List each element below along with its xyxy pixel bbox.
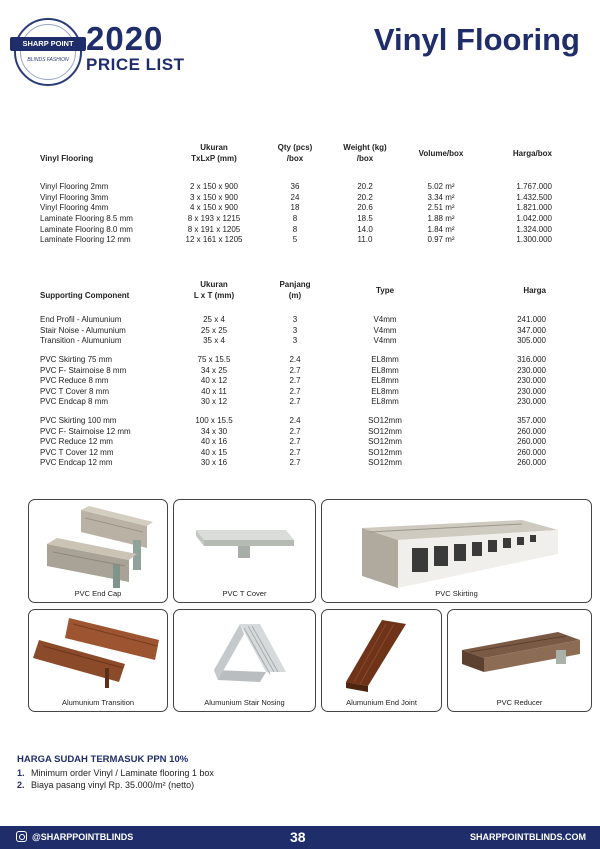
page-title: Vinyl Flooring xyxy=(373,22,580,57)
cell-size: 2 x 150 x 900 xyxy=(189,182,239,192)
cell-price: 347.000 xyxy=(517,325,546,335)
cell-price: 230.000 xyxy=(517,376,546,386)
table-row xyxy=(40,235,552,246)
table-row xyxy=(40,458,552,469)
table-row xyxy=(40,336,552,347)
table-row xyxy=(40,376,552,387)
col-header-size: Ukuran TxLxP (mm) xyxy=(191,143,237,163)
cell-type: EL8mm xyxy=(371,397,399,407)
cell-size: 100 x 15.5 xyxy=(195,415,233,425)
product-photo-grid xyxy=(28,499,592,714)
note-item: 2. Biaya pasang vinyl Rp. 35.000/m² (netto) xyxy=(17,780,195,790)
price-list-label: PRICE LIST xyxy=(86,55,185,74)
cell-type: EL8mm xyxy=(371,365,399,375)
cell-price: 230.000 xyxy=(517,386,546,396)
cell-price: 230.000 xyxy=(517,397,546,407)
cell-qty: 8 xyxy=(292,213,298,223)
table-row xyxy=(40,182,552,193)
alumunium-end-joint-image xyxy=(322,610,442,698)
cell-price: 305.000 xyxy=(517,336,546,346)
cell-size: 30 x 16 xyxy=(200,458,228,468)
cell-price: 241.000 xyxy=(517,315,546,325)
table-row xyxy=(40,397,552,408)
cell-type: SO12mm xyxy=(368,458,402,468)
cell-component-name: PVC Skirting 100 mm xyxy=(40,415,117,425)
caption-pvc-skirting: PVC Skirting xyxy=(435,589,478,598)
cell-size: 25 x 4 xyxy=(203,315,225,325)
photo-card-pvc-skirting xyxy=(321,499,592,603)
alumunium-stair-nosing-image xyxy=(174,610,316,698)
cell-weight: 11.0 xyxy=(357,235,373,245)
cell-component-name: PVC Skirting 75 mm xyxy=(40,354,113,364)
cell-price: 1.767.000 xyxy=(516,182,552,192)
cell-length: 2.7 xyxy=(289,376,301,386)
cell-price: 260.000 xyxy=(517,426,546,436)
cell-price: 1.432.500 xyxy=(516,192,552,202)
table-row xyxy=(40,366,552,377)
cell-qty: 36 xyxy=(290,182,300,192)
page-number: 38 xyxy=(290,829,306,845)
cell-size: 3 x 150 x 900 xyxy=(189,192,239,202)
cell-component-name: PVC Reduce 8 mm xyxy=(40,376,109,386)
cell-size: 40 x 16 xyxy=(200,437,228,447)
vinyl-flooring-table xyxy=(40,143,552,246)
caption-pvc-t-cover: PVC T Cover xyxy=(222,589,267,598)
instagram-icon xyxy=(16,831,27,842)
photo-card-pvc-end-cap xyxy=(28,499,168,603)
pvc-skirting-image xyxy=(322,500,592,592)
col-header-size: Ukuran L x T (mm) xyxy=(193,280,235,300)
cell-price: 316.000 xyxy=(517,354,546,364)
tax-note-heading: HARGA SUDAH TERMASUK PPN 10% xyxy=(17,754,189,765)
table-row xyxy=(40,448,552,459)
cell-size: 34 x 30 xyxy=(200,426,228,436)
social-handle: @SHARPPOINTBLINDS xyxy=(32,832,134,842)
cell-volume: 3.34 m² xyxy=(427,192,455,202)
cell-type: SO12mm xyxy=(368,447,402,457)
cell-product-name: Laminate Flooring 8.5 mm xyxy=(40,213,133,223)
logo-brand-text: SHARP POINT xyxy=(10,37,86,51)
table-row xyxy=(40,387,552,398)
caption-alumunium-stair-nosing: Alumunium Stair Nosing xyxy=(204,698,285,707)
cell-type: EL8mm xyxy=(371,354,399,364)
cell-size: 8 x 191 x 1205 xyxy=(187,224,241,234)
cell-price: 1.324.000 xyxy=(516,224,552,234)
cell-component-name: PVC Endcap 8 mm xyxy=(40,397,109,407)
cell-price: 260.000 xyxy=(517,447,546,457)
logo-tagline: BLINDS FASHION xyxy=(27,57,69,63)
caption-alumunium-transition: Alumunium Transition xyxy=(61,698,135,707)
cell-size: 35 x 4 xyxy=(203,336,225,346)
cell-type: V4mm xyxy=(373,325,397,335)
table-row xyxy=(40,193,552,204)
cell-qty: 18 xyxy=(290,203,300,213)
cell-component-name: PVC F- Stairnoise 12 mm xyxy=(40,426,131,436)
table-header-row xyxy=(40,143,552,168)
cell-component-name: PVC Reduce 12 mm xyxy=(40,437,113,447)
table-row xyxy=(40,355,552,366)
cell-product-name: Vinyl Flooring 3mm xyxy=(40,192,109,202)
page-header xyxy=(0,0,600,90)
cell-weight: 18.5 xyxy=(357,213,373,223)
col-header-price: Harga/box xyxy=(512,148,552,158)
cell-component-name: Transition - Alumunium xyxy=(40,336,122,346)
caption-pvc-end-cap: PVC End Cap xyxy=(74,589,122,598)
col-header-weight: Weight (kg) /box xyxy=(343,143,387,163)
cell-volume: 1.84 m² xyxy=(427,224,455,234)
cell-size: 4 x 150 x 900 xyxy=(189,203,239,213)
col-header-volume: Volume/box xyxy=(418,148,464,158)
cell-size: 40 x 11 xyxy=(201,386,227,396)
cell-weight: 20.6 xyxy=(357,203,373,213)
table-header-row xyxy=(40,280,552,301)
cell-length: 2.4 xyxy=(289,354,301,364)
cell-type: EL8mm xyxy=(371,376,399,386)
col-header-qty: Qty (pcs) /box xyxy=(277,143,313,163)
cell-length: 2.7 xyxy=(289,386,301,396)
website-link[interactable]: SHARPPOINTBLINDS.COM xyxy=(469,832,586,842)
cell-price: 230.000 xyxy=(517,365,546,375)
table-row xyxy=(40,437,552,448)
cell-component-name: PVC T Cover 12 mm xyxy=(40,447,114,457)
cell-type: SO12mm xyxy=(368,415,402,425)
cell-length: 2.7 xyxy=(289,458,301,468)
cell-length: 2.4 xyxy=(289,415,301,425)
cell-size: 40 x 15 xyxy=(200,447,228,457)
cell-price: 1.300.000 xyxy=(516,235,552,245)
cell-type: SO12mm xyxy=(368,426,402,436)
cell-price: 260.000 xyxy=(517,458,546,468)
cell-product-name: Laminate Flooring 8.0 mm xyxy=(40,224,133,234)
col-header-price: Harga xyxy=(523,285,546,295)
cell-component-name: Stair Noise - Alumunium xyxy=(40,325,126,335)
cell-type: EL8mm xyxy=(371,386,399,396)
cell-qty: 24 xyxy=(290,192,300,202)
cell-weight: 14.0 xyxy=(357,224,373,234)
cell-size: 8 x 193 x 1215 xyxy=(187,213,241,223)
cell-length: 2.7 xyxy=(289,365,301,375)
supporting-component-table xyxy=(40,280,552,469)
cell-length: 2.7 xyxy=(289,397,301,407)
cell-volume: 2.51 m² xyxy=(427,203,455,213)
table-row xyxy=(40,326,552,337)
table-row xyxy=(40,416,552,427)
col-header-component: Supporting Component xyxy=(40,290,130,300)
cell-size: 25 x 25 xyxy=(200,325,228,335)
cell-qty: 8 xyxy=(292,224,298,234)
cell-price: 1.042.000 xyxy=(516,213,552,223)
cell-volume: 1.88 m² xyxy=(427,213,455,223)
pvc-reducer-image xyxy=(448,610,592,698)
cell-type: SO12mm xyxy=(368,437,402,447)
brand-logo xyxy=(14,18,82,86)
notes-section xyxy=(17,754,214,791)
cell-weight: 20.2 xyxy=(357,182,373,192)
cell-price: 357.000 xyxy=(517,415,546,425)
cell-product-name: Vinyl Flooring 4mm xyxy=(40,203,109,213)
table-row xyxy=(40,214,552,225)
col-header-type: Type xyxy=(375,285,395,295)
pvc-end-cap-image xyxy=(29,500,168,590)
cell-size: 40 x 12 xyxy=(200,376,228,386)
cell-length: 2.7 xyxy=(289,426,301,436)
table-row xyxy=(40,225,552,236)
cell-weight: 20.2 xyxy=(357,192,373,202)
cell-length: 2.7 xyxy=(289,437,301,447)
cell-size: 30 x 12 xyxy=(200,397,228,407)
photo-card-alumunium-transition xyxy=(28,609,168,712)
cell-volume: 5.02 m² xyxy=(427,182,455,192)
cell-length: 2.7 xyxy=(289,447,301,457)
photo-card-alumunium-stair-nosing xyxy=(173,609,316,712)
cell-qty: 5 xyxy=(292,235,298,245)
cell-component-name: PVC T Cover 8 mm xyxy=(40,386,110,396)
page-footer xyxy=(0,826,600,849)
cell-component-name: PVC F- Stairnoise 8 mm xyxy=(40,365,127,375)
note-item: 1. Minimum order Vinyl / Laminate flooring 1 box xyxy=(17,768,214,778)
col-header-length: Panjang (m) xyxy=(279,280,311,300)
cell-length: 3 xyxy=(292,325,298,335)
cell-type: V4mm xyxy=(373,336,397,346)
table-row xyxy=(40,203,552,214)
cell-length: 3 xyxy=(292,315,298,325)
alumunium-transition-image xyxy=(29,610,168,698)
table-row xyxy=(40,315,552,326)
caption-pvc-reducer: PVC Reducer xyxy=(496,698,543,707)
cell-price: 1.821.000 xyxy=(516,203,552,213)
cell-length: 3 xyxy=(292,336,298,346)
cell-product-name: Laminate Flooring 12 mm xyxy=(40,235,131,245)
cell-component-name: PVC Endcap 12 mm xyxy=(40,458,113,468)
cell-volume: 0.97 m² xyxy=(427,235,455,245)
caption-alumunium-end-joint: Alumunium End Joint xyxy=(346,698,417,707)
price-list-year: 2020 xyxy=(86,20,164,57)
cell-product-name: Vinyl Flooring 2mm xyxy=(40,182,109,192)
photo-card-alumunium-end-joint xyxy=(321,609,442,712)
pvc-t-cover-image xyxy=(174,500,316,590)
cell-size: 75 x 15.5 xyxy=(197,354,231,364)
cell-type: V4mm xyxy=(373,315,397,325)
photo-card-pvc-t-cover xyxy=(173,499,316,603)
cell-price: 260.000 xyxy=(517,437,546,447)
cell-size: 34 x 25 xyxy=(200,365,228,375)
photo-card-pvc-reducer xyxy=(447,609,592,712)
cell-component-name: End Profil - Alumunium xyxy=(40,315,122,325)
cell-size: 12 x 161 x 1205 xyxy=(185,235,243,245)
col-header-product: Vinyl Flooring xyxy=(40,153,94,163)
table-row xyxy=(40,427,552,438)
